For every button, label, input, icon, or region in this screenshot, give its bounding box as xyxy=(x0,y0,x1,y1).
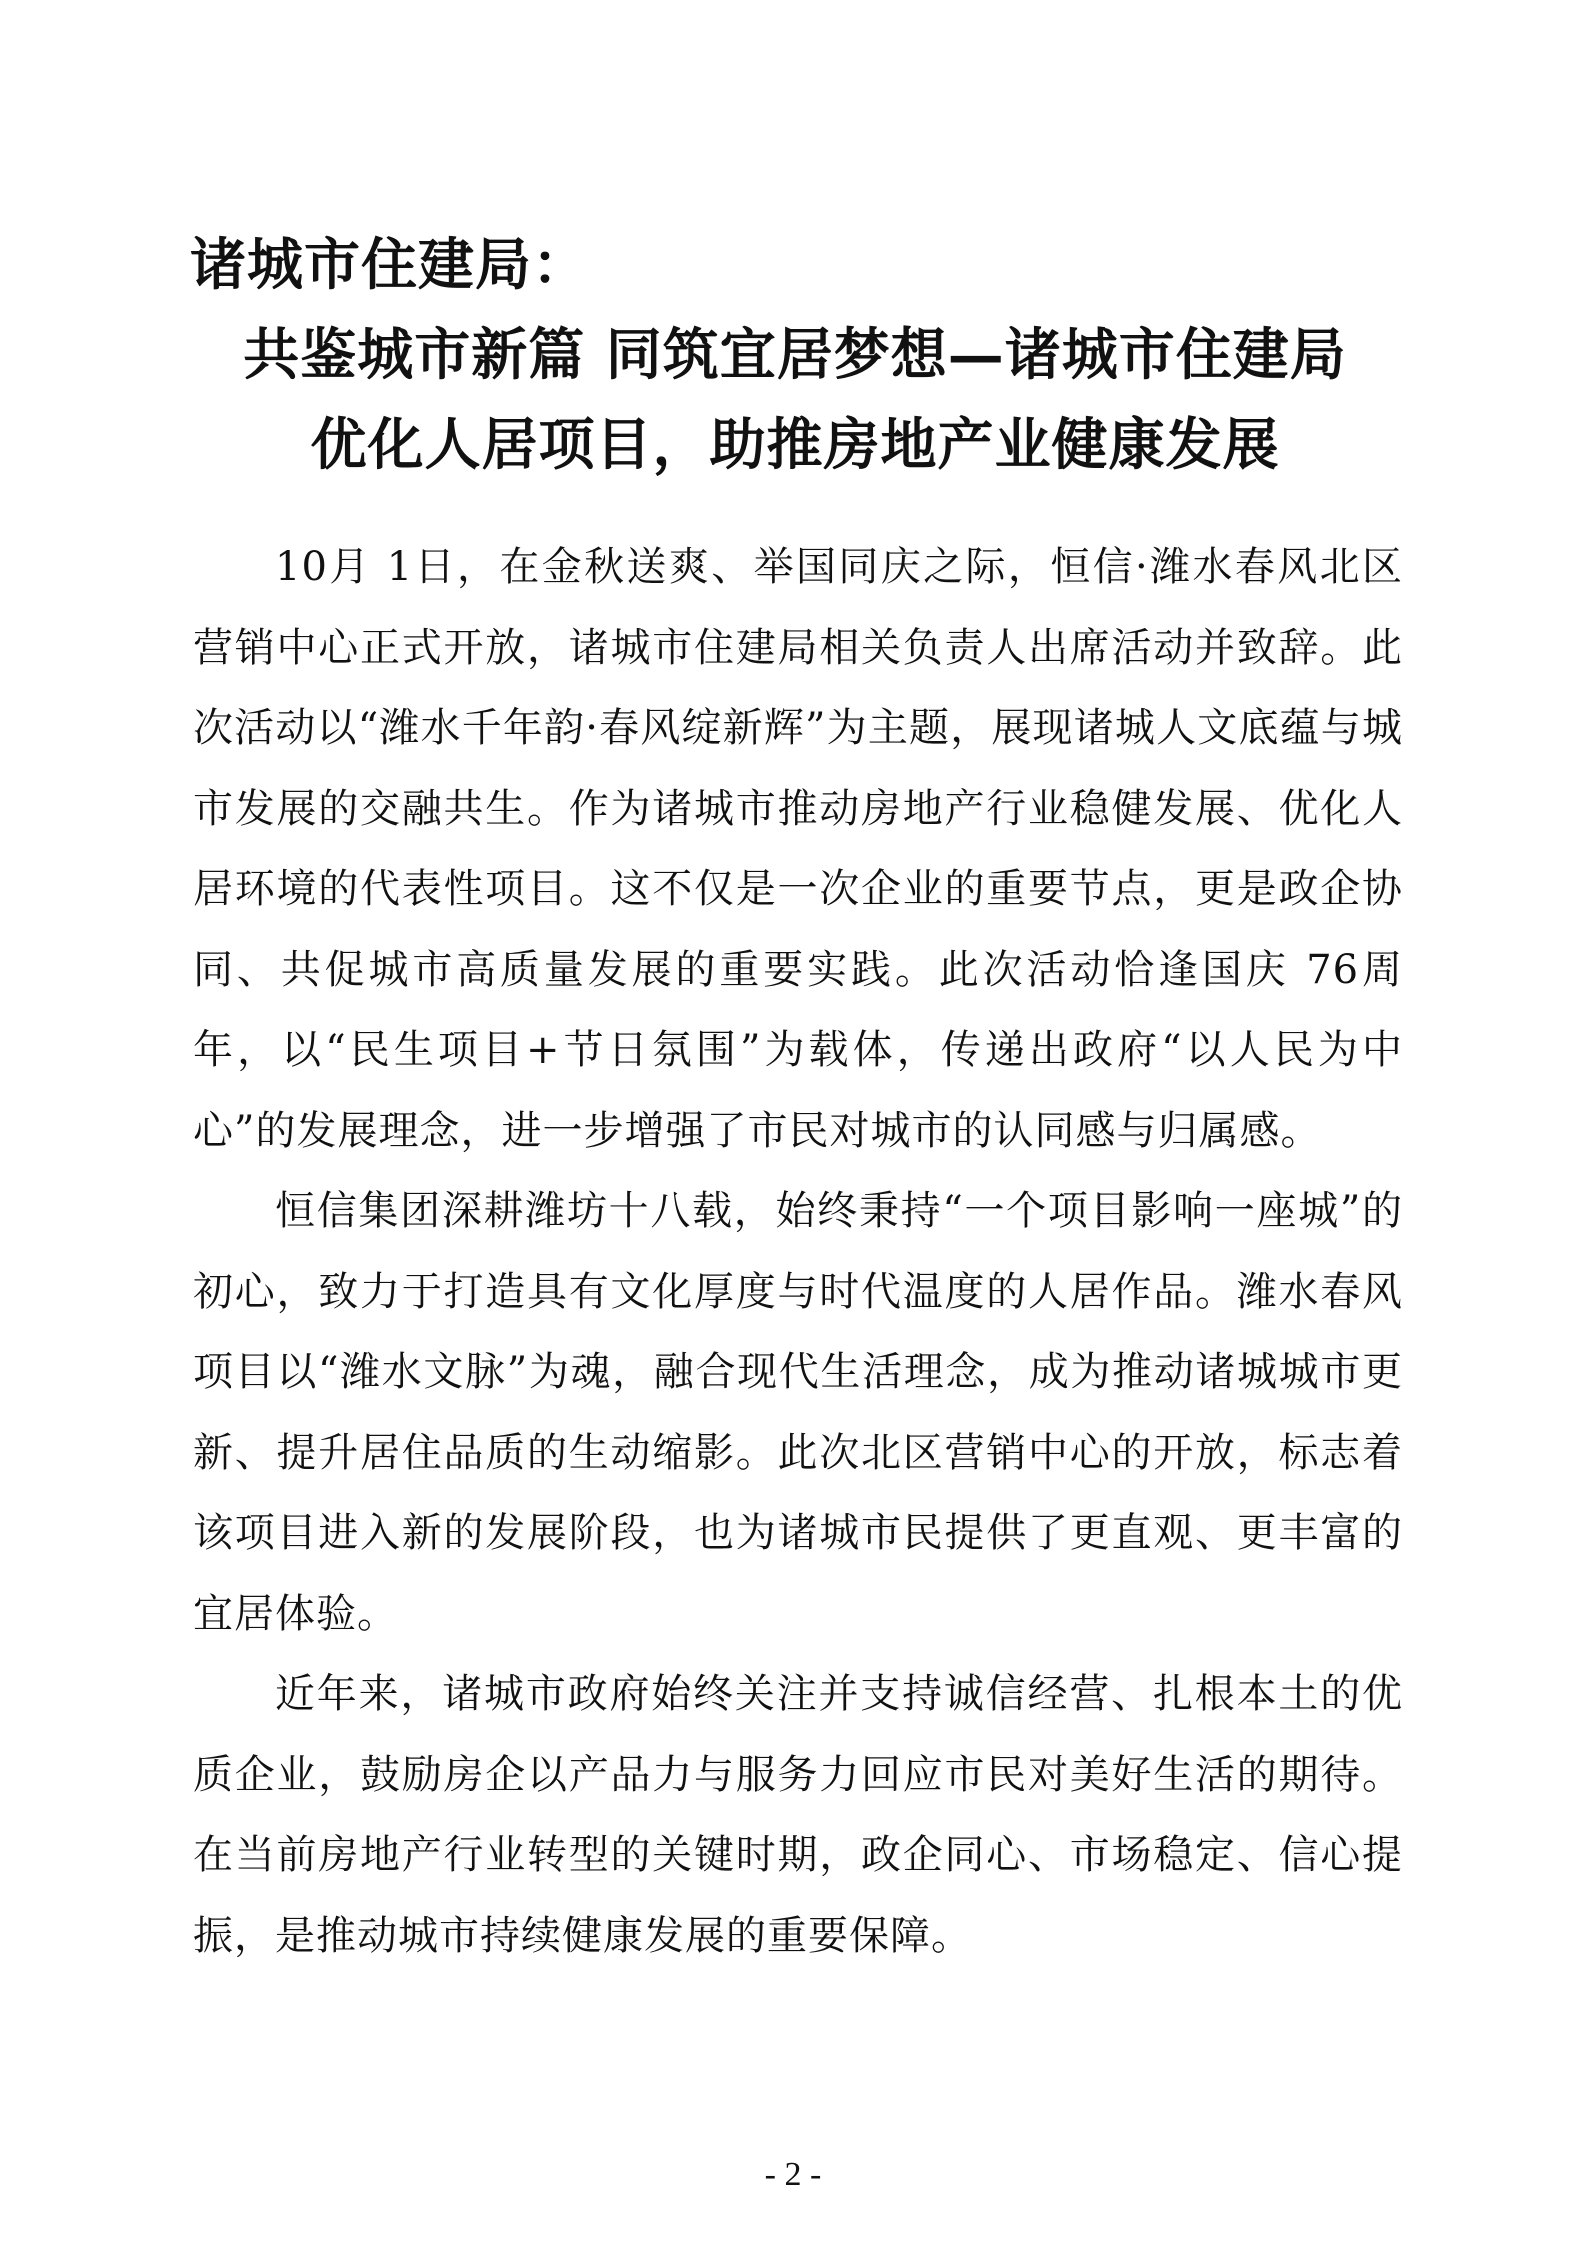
article-body xyxy=(193,527,1403,1976)
paragraph-2: 恒信集团深耕潍坊十八载，始终秉持“一个项目影响一座城”的初心，致力于打造具有文化厚度与时代温度的人居作品。潍水春风项目以“潍水文脉”为魂，融合现代生活理念，成为推动诸城城市更新、提升居住品质的生动缩影。此次北区营销中心的开放，标志着该项目进入新的发展阶段，也为诸城市民提供了更直观、更丰富的宜居体验。 xyxy=(193,1188,1403,1637)
title-line-1: 诸城市住建局： xyxy=(190,232,589,298)
paragraph-1: 10月 1日，在金秋送爽、举国同庆之际，恒信·潍水春风北区营销中心正式开放，诸城市住建局相关负责人出席活动并致辞。此次活动以“潍水千年韵·春风绽新辉”为主题，展现诸城人文底蕴与城市发展的交融共生。作为诸城市推动房地产行业稳健发展、优化人居环境的代表性项目。这不仅是一次企业的重要节点，更是政企协同、共促城市高质量发展的重要实践。此次活动恰逢国庆 76周年，以“民生项目+节日氛围”为载体，传递出政府“以人民为中心”的发展理念，进一步增强了市民对城市的认同感与归属感。 xyxy=(193,544,1403,1154)
title-line-2: 共鉴城市新篇 同筑宜居梦想—诸城市住建局 xyxy=(243,322,1347,388)
page-number: - 2 - xyxy=(764,2156,822,2193)
paragraph-3: 近年来，诸城市政府始终关注并支持诚信经营、扎根本土的优质企业，鼓励房企以产品力与服务力回应市民对美好生活的期待。在当前房地产行业转型的关键时期，政企同心、市场稳定、信心提振，是推动城市持续健康发展的重要保障。 xyxy=(193,1671,1403,1959)
title-line-3: 优化人居项目，助推房地产业健康发展 xyxy=(310,412,1280,478)
document-title xyxy=(190,220,1400,490)
